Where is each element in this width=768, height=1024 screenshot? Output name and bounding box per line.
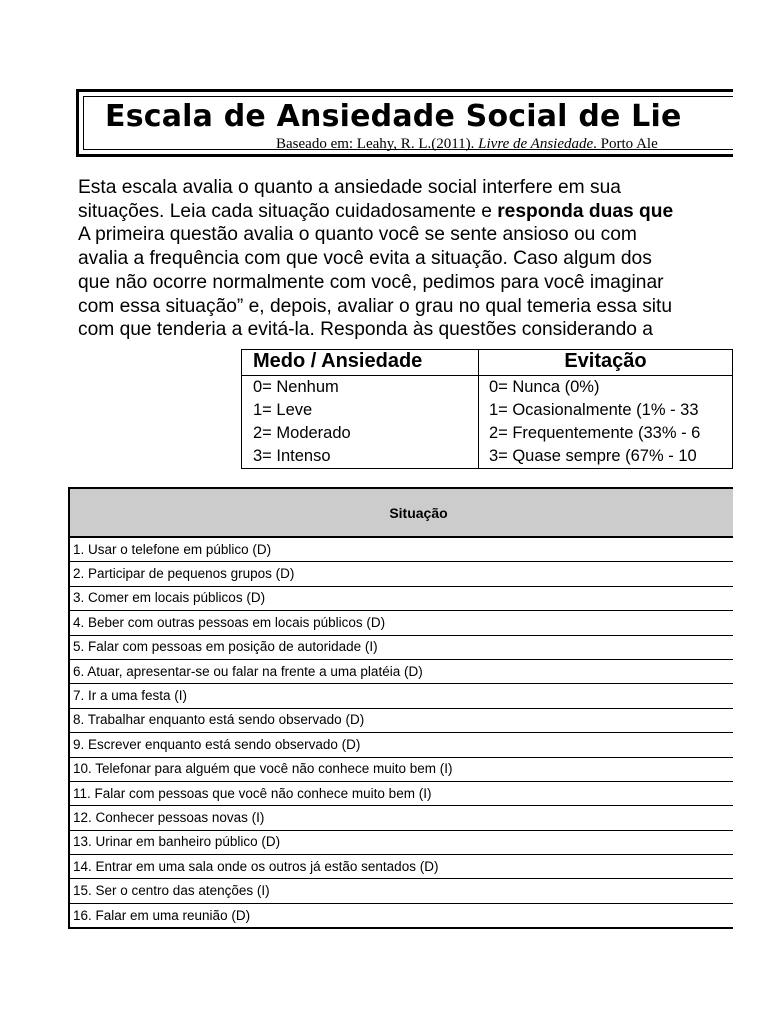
table-row: [69, 708, 733, 732]
scale-fear-cell: 1= Leve: [242, 399, 479, 422]
intro-line: [78, 200, 733, 224]
table-row: [69, 635, 733, 659]
situation-cell: 13. Urinar em banheiro público (D): [69, 830, 733, 854]
intro-line: Esta escala avalia o quanto a ansiedade social interfere em sua: [78, 177, 621, 198]
scale-avoidance-cell: 1= Ocasionalmente (1% - 33: [478, 399, 732, 422]
table-row: [69, 684, 733, 708]
scale-header-fear: Medo / Ansiedade: [242, 350, 479, 376]
rating-scale-table: [241, 349, 733, 469]
table-row: [69, 903, 733, 928]
table-row: [69, 757, 733, 781]
table-row: [69, 562, 733, 586]
table-row: [69, 659, 733, 683]
scale-row: [242, 399, 733, 422]
scale-avoidance-cell: 2= Frequentemente (33% - 6: [478, 422, 732, 445]
situation-cell: 8. Trabalhar enquanto está sendo observado (D): [69, 708, 733, 732]
situation-cell: 15. Ser o centro das atenções (I): [69, 879, 733, 903]
table-row: [69, 781, 733, 805]
scale-fear-cell: 2= Moderado: [242, 422, 479, 445]
table-row: [69, 879, 733, 903]
intro-line-bold: responda duas que: [497, 200, 674, 222]
scale-header-row: [242, 350, 733, 376]
situation-cell: 14. Entrar em uma sala onde os outros já estão sentados (D): [69, 855, 733, 879]
situation-cell: 16. Falar em uma reunião (D): [69, 903, 733, 928]
situation-cell: 6. Atuar, apresentar-se ou falar na frente a uma platéia (D): [69, 659, 733, 683]
situation-cell: 12. Conhecer pessoas novas (I): [69, 806, 733, 830]
intro-paragraph: [78, 176, 733, 342]
situations-header-row: [69, 488, 733, 537]
table-row: [69, 733, 733, 757]
situation-cell: 9. Escrever enquanto está sendo observado (D): [69, 733, 733, 757]
situation-cell: 7. Ir a uma festa (I): [69, 684, 733, 708]
situation-cell: 10. Telefonar para alguém que você não conhece muito bem (I): [69, 757, 733, 781]
situation-cell: 5. Falar com pessoas em posição de autoridade (I): [69, 635, 733, 659]
table-row: [69, 806, 733, 830]
intro-line: avalia a frequência com que você evita a situação. Caso algum dos: [78, 248, 652, 270]
situations-table: [68, 487, 733, 929]
table-row: [69, 855, 733, 879]
scale-avoidance-cell: 3= Quase sempre (67% - 10: [478, 445, 732, 469]
situations-header: Situação: [69, 488, 733, 537]
table-row: [69, 537, 733, 562]
scale-fear-cell: 3= Intenso: [242, 445, 479, 469]
scale-avoidance-cell: 0= Nunca (0%): [478, 376, 732, 400]
situation-cell: 3. Comer em locais públicos (D): [69, 586, 733, 610]
scale-header-avoidance: Evitação: [478, 350, 732, 376]
intro-line-normal: situações. Leia cada situação cuidadosamente e: [78, 200, 498, 222]
subtitle-suffix: . Porto Ale: [593, 136, 658, 152]
intro-line: A primeira questão avalia o quanto você se sente ansioso ou com: [78, 224, 637, 246]
subtitle-book: Livre de Ansiedade: [478, 136, 594, 152]
table-row: [69, 586, 733, 610]
situation-cell: 4. Beber com outras pessoas em locais públicos (D): [69, 611, 733, 635]
situation-cell: 1. Usar o telefone em público (D): [69, 537, 733, 562]
table-row: [69, 830, 733, 854]
subtitle-prefix: Baseado em: Leahy, R. L.(2011).: [276, 136, 479, 152]
intro-line: com que tenderia a evitá-la. Responda às questões considerando a: [78, 319, 653, 341]
document-subtitle: [276, 136, 658, 153]
situation-cell: 2. Participar de pequenos grupos (D): [69, 562, 733, 586]
table-row: [69, 611, 733, 635]
intro-line: com essa situação” e, depois, avaliar o grau no qual temeria essa situ: [78, 295, 673, 317]
intro-line: que não ocorre normalmente com você, pedimos para você imaginar: [78, 271, 664, 293]
scale-row: [242, 422, 733, 445]
scale-row: [242, 376, 733, 400]
scale-fear-cell: 0= Nenhum: [242, 376, 479, 400]
document-title: Escala de Ansiedade Social de Lie: [105, 99, 682, 134]
situation-cell: 11. Falar com pessoas que você não conhece muito bem (I): [69, 781, 733, 805]
scale-row: [242, 445, 733, 469]
